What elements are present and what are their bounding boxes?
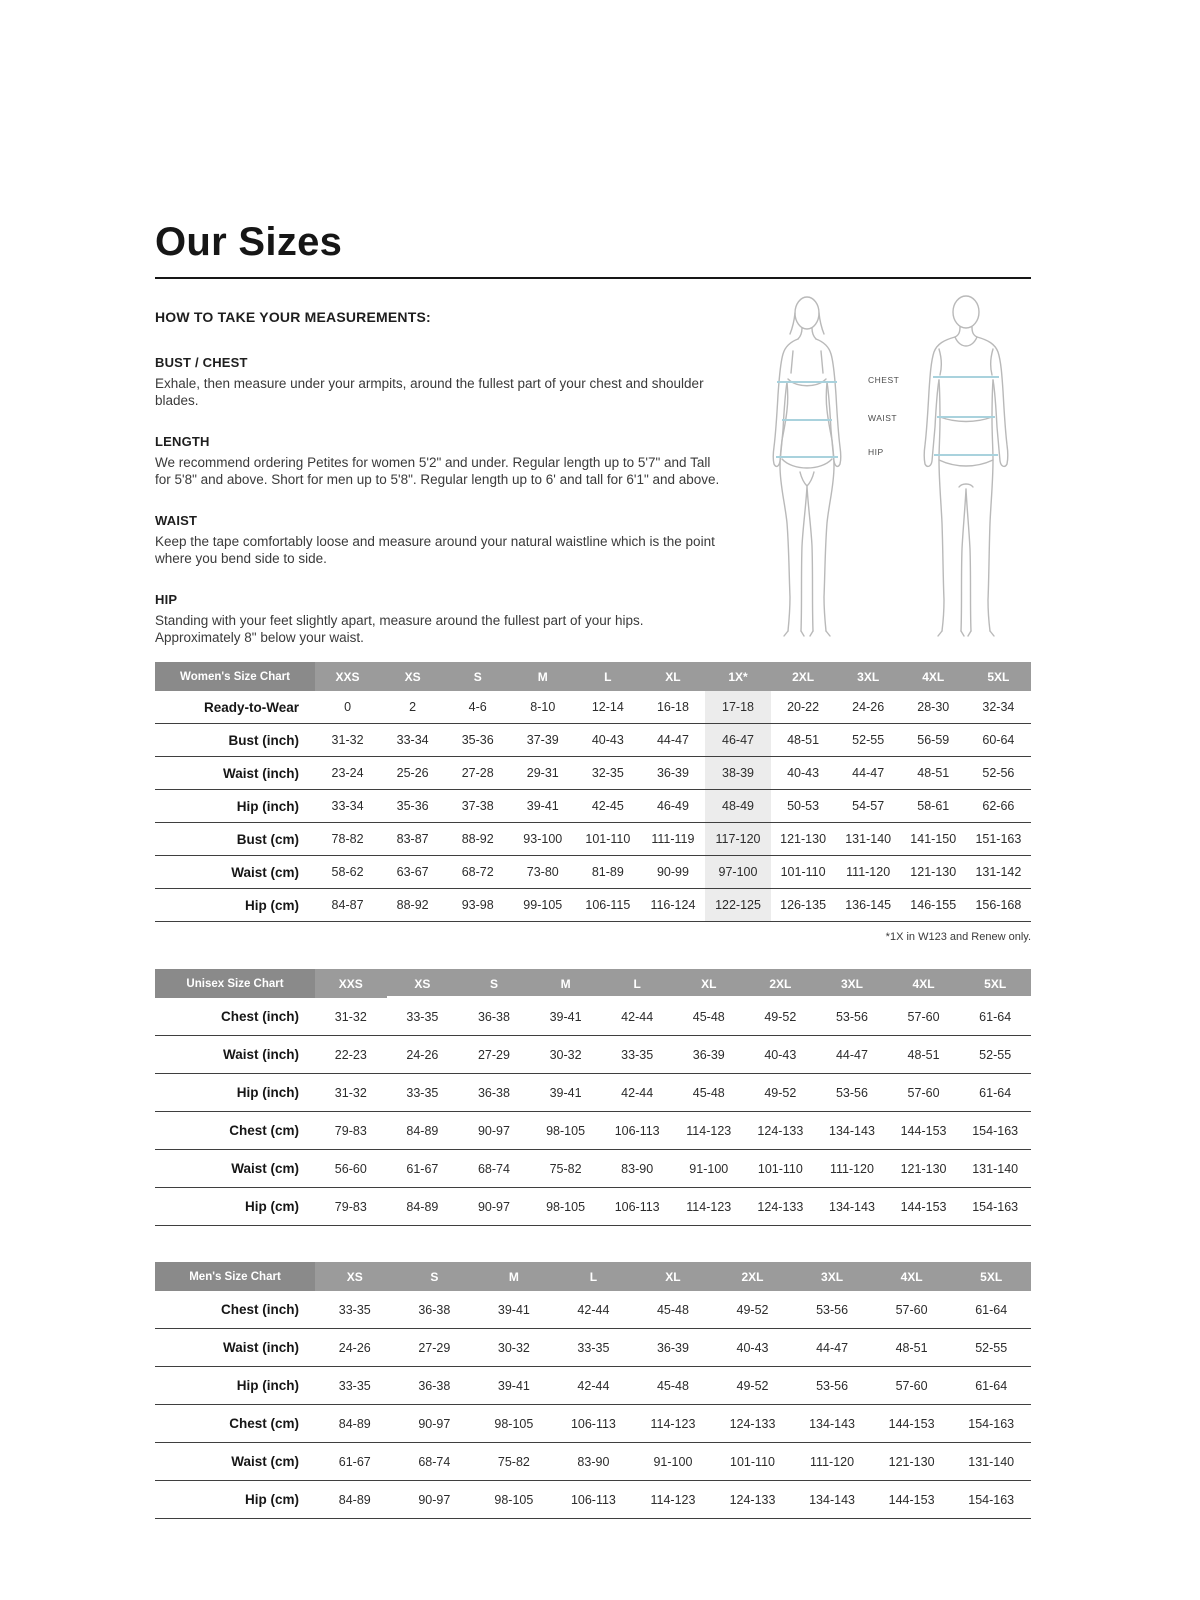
size-cell: 23-24 <box>315 757 380 790</box>
size-cell: 88-92 <box>380 889 445 922</box>
size-cell: 57-60 <box>895 1302 928 1317</box>
size-cell: 36-39 <box>640 757 705 790</box>
size-cell: 111-119 <box>640 823 705 856</box>
row-label: Chest (inch) <box>220 1009 299 1024</box>
size-cell: 22-23 <box>315 1036 387 1074</box>
size-cell: 31-32 <box>334 1009 367 1024</box>
table-row <box>155 1405 1031 1443</box>
size-cell: 42-45 <box>575 790 640 823</box>
size-guide-page <box>155 220 1031 1519</box>
size-cell: 83-90 <box>554 1443 634 1481</box>
size-cell: 151-163 <box>966 823 1031 856</box>
row-label: Hip (cm) <box>155 1188 315 1226</box>
instruction-section-hip <box>155 592 723 646</box>
size-cell: 68-72 <box>445 856 510 889</box>
size-cell: 124-133 <box>745 1112 817 1150</box>
section-text: Exhale, then measure under your armpits, around the fullest part of your chest and shoulder blades. <box>155 376 704 408</box>
size-cell: 79-83 <box>315 1112 387 1150</box>
row-label: Hip (inch) <box>155 790 315 823</box>
size-cell: 98-105 <box>530 1112 602 1150</box>
size-cell: 134-143 <box>792 1481 872 1519</box>
size-cell: 48-51 <box>901 757 966 790</box>
row-label: Bust (cm) <box>155 823 315 856</box>
size-cell: 33-35 <box>338 1302 371 1317</box>
size-cell: 36-39 <box>633 1329 713 1367</box>
size-column-header: 2XL <box>713 1262 793 1291</box>
size-cell: 40-43 <box>713 1329 793 1367</box>
size-column-header: XS <box>315 1262 395 1291</box>
size-cell: 45-48 <box>656 1302 689 1317</box>
size-cell: 27-29 <box>458 1036 530 1074</box>
size-cell: 106-113 <box>554 1481 634 1519</box>
size-cell: 56-59 <box>901 724 966 757</box>
size-column-header: 4XL <box>872 1262 952 1291</box>
size-cell: 83-87 <box>380 823 445 856</box>
size-cell: 61-64 <box>979 1009 1012 1024</box>
size-cell: 114-123 <box>673 1112 745 1150</box>
size-column-header: 3XL <box>836 662 901 691</box>
size-column-header: L <box>575 662 640 691</box>
size-cell: 121-130 <box>901 856 966 889</box>
size-cell: 78-82 <box>315 823 380 856</box>
size-cell: 33-35 <box>601 1036 673 1074</box>
row-label: Ready-to-Wear <box>203 699 299 715</box>
row-label: Hip (inch) <box>155 1074 315 1112</box>
size-cell: 83-90 <box>601 1150 673 1188</box>
table-row <box>155 1291 1031 1329</box>
size-cell: 91-100 <box>673 1150 745 1188</box>
size-cell: 75-82 <box>530 1150 602 1188</box>
size-cell: 36-38 <box>395 1367 475 1405</box>
size-cell: 61-64 <box>951 1367 1031 1405</box>
size-cell: 84-89 <box>387 1188 459 1226</box>
size-cell: 45-48 <box>692 1009 725 1024</box>
table-title: Women's Size Chart <box>155 662 315 691</box>
size-cell: 56-60 <box>315 1150 387 1188</box>
size-cell: 99-105 <box>510 889 575 922</box>
size-cell: 124-133 <box>713 1481 793 1519</box>
size-column-header: XXS <box>315 969 387 998</box>
size-cell: 49-52 <box>713 1367 793 1405</box>
row-label: Chest (inch) <box>220 1302 299 1317</box>
size-cell: 116-124 <box>640 889 705 922</box>
size-column-header: XL <box>673 969 745 998</box>
table-row <box>155 856 1031 889</box>
size-cell: 131-140 <box>951 1443 1031 1481</box>
size-column-header: S <box>395 1262 475 1291</box>
size-cell: 84-87 <box>315 889 380 922</box>
table-row <box>155 1443 1031 1481</box>
size-cell: 134-143 <box>816 1112 888 1150</box>
size-cell: 90-97 <box>458 1112 530 1150</box>
size-cell: 144-153 <box>872 1481 952 1519</box>
size-cell: 61-64 <box>975 1302 1008 1317</box>
size-cell: 36-38 <box>418 1302 451 1317</box>
size-cell: 98-105 <box>474 1481 554 1519</box>
size-column-header: 1X* <box>705 662 770 691</box>
size-cell: 81-89 <box>575 856 640 889</box>
size-cell: 36-38 <box>458 1074 530 1112</box>
size-cell: 58-62 <box>315 856 380 889</box>
size-cell: 33-35 <box>315 1367 395 1405</box>
size-cell: 131-142 <box>966 856 1031 889</box>
table-row <box>155 724 1031 757</box>
size-cell: 27-29 <box>395 1329 475 1367</box>
size-cell: 57-60 <box>888 1074 960 1112</box>
size-cell: 24-26 <box>852 700 885 714</box>
womens-chart-footnote: *1X in W123 and Renew only. <box>885 931 1031 943</box>
size-column-header: 4XL <box>901 662 966 691</box>
size-cell: 0 <box>344 700 352 714</box>
page-title: Our Sizes <box>155 220 343 264</box>
row-label: Waist (cm) <box>155 856 315 889</box>
table-row <box>155 889 1031 922</box>
size-cell: 61-64 <box>959 1074 1031 1112</box>
size-cell: 121-130 <box>872 1443 952 1481</box>
size-cell: 61-67 <box>387 1150 459 1188</box>
size-table <box>155 969 1031 1226</box>
size-cell: 40-43 <box>771 757 836 790</box>
size-cell: 42-44 <box>554 1367 634 1405</box>
section-label: BUST / CHEST <box>155 355 248 370</box>
size-cell: 154-163 <box>951 1405 1031 1443</box>
waist-measure-label: WAIST <box>868 413 898 423</box>
size-cell: 4-6 <box>468 700 487 714</box>
size-column-header: 3XL <box>816 969 888 998</box>
size-cell: 2 <box>409 700 417 714</box>
size-column-header: L <box>554 1262 634 1291</box>
size-cell: 38-39 <box>705 757 770 790</box>
size-cell: 114-123 <box>633 1405 713 1443</box>
size-cell: 134-143 <box>792 1405 872 1443</box>
size-cell: 32-34 <box>982 700 1015 714</box>
size-cell: 27-28 <box>445 757 510 790</box>
size-cell: 53-56 <box>816 1074 888 1112</box>
size-cell: 46-49 <box>640 790 705 823</box>
size-cell: 79-83 <box>315 1188 387 1226</box>
size-cell: 126-135 <box>771 889 836 922</box>
size-column-header: 2XL <box>771 662 836 691</box>
size-cell: 124-133 <box>713 1405 793 1443</box>
size-cell: 35-36 <box>380 790 445 823</box>
size-column-header: S <box>458 969 530 998</box>
size-cell: 114-123 <box>673 1188 745 1226</box>
hip-measure-label: HIP <box>868 447 884 457</box>
size-cell: 32-35 <box>575 757 640 790</box>
table-row <box>155 1367 1031 1405</box>
size-cell: 68-74 <box>458 1150 530 1188</box>
size-cell: 121-130 <box>771 823 836 856</box>
size-cell: 90-97 <box>395 1405 475 1443</box>
chest-measure-label: CHEST <box>868 375 900 385</box>
size-table <box>155 1262 1031 1519</box>
size-cell: 111-120 <box>836 856 901 889</box>
instruction-section-bust-chest <box>155 355 723 409</box>
size-cell: 20-22 <box>787 700 820 714</box>
size-cell: 17-18 <box>705 691 770 724</box>
instruction-section-waist <box>155 513 723 567</box>
size-cell: 46-47 <box>705 724 770 757</box>
size-cell: 31-32 <box>315 724 380 757</box>
size-cell: 141-150 <box>901 823 966 856</box>
table-row <box>155 1112 1031 1150</box>
size-column-header: XS <box>380 662 445 691</box>
size-cell: 25-26 <box>380 757 445 790</box>
size-cell: 33-35 <box>387 1074 459 1112</box>
size-cell: 45-48 <box>673 1074 745 1112</box>
size-cell: 33-35 <box>406 1009 439 1024</box>
size-cell: 90-99 <box>640 856 705 889</box>
size-cell: 98-105 <box>474 1405 554 1443</box>
row-label: Waist (inch) <box>155 1036 315 1074</box>
size-cell: 52-55 <box>959 1036 1031 1074</box>
size-cell: 144-153 <box>888 1112 960 1150</box>
table-row <box>155 757 1031 790</box>
size-cell: 44-47 <box>640 724 705 757</box>
size-cell: 24-26 <box>315 1329 395 1367</box>
woman-figure-illustration <box>757 289 857 641</box>
table-row <box>155 790 1031 823</box>
size-column-header: M <box>510 662 575 691</box>
table-row <box>155 1150 1031 1188</box>
size-cell: 44-47 <box>816 1036 888 1074</box>
size-cell: 58-61 <box>901 790 966 823</box>
size-cell: 93-98 <box>445 889 510 922</box>
row-label: Bust (inch) <box>155 724 315 757</box>
size-cell: 73-80 <box>510 856 575 889</box>
size-cell: 39-41 <box>497 1302 530 1317</box>
size-cell: 48-51 <box>872 1329 952 1367</box>
size-column-header: S <box>445 662 510 691</box>
row-label: Waist (inch) <box>155 1329 315 1367</box>
section-label: HIP <box>155 592 178 607</box>
size-cell: 121-130 <box>888 1150 960 1188</box>
row-label: Chest (cm) <box>155 1405 315 1443</box>
size-cell: 53-56 <box>816 1302 849 1317</box>
instructions-heading: HOW TO TAKE YOUR MEASUREMENTS: <box>155 309 431 325</box>
size-cell: 156-168 <box>966 889 1031 922</box>
size-cell: 37-38 <box>445 790 510 823</box>
table-title: Men's Size Chart <box>155 1262 315 1291</box>
size-cell: 52-56 <box>966 757 1031 790</box>
size-cell: 57-60 <box>872 1367 952 1405</box>
table-row <box>155 1329 1031 1367</box>
size-table <box>155 662 1031 922</box>
size-cell: 49-52 <box>764 1009 797 1024</box>
size-cell: 28-30 <box>917 700 950 714</box>
measurement-instructions <box>155 309 723 646</box>
size-cell: 131-140 <box>959 1150 1031 1188</box>
size-cell: 42-44 <box>577 1302 610 1317</box>
size-cell: 98-105 <box>530 1188 602 1226</box>
size-cell: 36-39 <box>673 1036 745 1074</box>
size-cell: 54-57 <box>836 790 901 823</box>
row-label: Waist (cm) <box>155 1150 315 1188</box>
table-row <box>155 823 1031 856</box>
man-figure-illustration <box>904 289 1029 641</box>
size-cell: 39-41 <box>530 1074 602 1112</box>
size-cell: 101-110 <box>575 823 640 856</box>
intro-section <box>155 309 1031 646</box>
row-label: Waist (cm) <box>155 1443 315 1481</box>
size-cell: 36-38 <box>477 1009 510 1024</box>
size-cell: 131-140 <box>836 823 901 856</box>
size-cell: 40-43 <box>745 1036 817 1074</box>
size-cell: 31-32 <box>315 1074 387 1112</box>
table-row <box>155 1036 1031 1074</box>
size-cell: 57-60 <box>907 1009 940 1024</box>
section-text: We recommend ordering Petites for women 5'2" and under. Regular length up to 5'7" and Tall for 5'8" and above. Short for men up to 5'8". Regular length up to 6' and tall for 6'1" and above. <box>155 455 720 487</box>
size-cell: 63-67 <box>380 856 445 889</box>
size-cell: 42-44 <box>621 1009 654 1024</box>
size-cell: 48-49 <box>705 790 770 823</box>
body-measurement-figures <box>723 289 1031 641</box>
size-column-header: 5XL <box>966 662 1031 691</box>
size-cell: 136-145 <box>836 889 901 922</box>
size-cell: 37-39 <box>510 724 575 757</box>
section-label: WAIST <box>155 513 198 528</box>
row-label: Hip (cm) <box>155 889 315 922</box>
size-cell: 144-153 <box>872 1405 952 1443</box>
size-cell: 101-110 <box>713 1443 793 1481</box>
size-cell: 106-113 <box>554 1405 634 1443</box>
title-divider <box>155 277 1031 279</box>
size-cell: 106-113 <box>601 1112 673 1150</box>
size-cell: 60-64 <box>966 724 1031 757</box>
row-label: Hip (cm) <box>155 1481 315 1519</box>
size-cell: 49-52 <box>736 1302 769 1317</box>
size-column-header: XXS <box>315 662 380 691</box>
size-cell: 84-89 <box>387 1112 459 1150</box>
size-cell: 44-47 <box>836 757 901 790</box>
size-cell: 122-125 <box>705 889 770 922</box>
size-cell: 84-89 <box>315 1405 395 1443</box>
size-column-header: 4XL <box>888 969 960 998</box>
table-row <box>155 998 1031 1036</box>
size-cell: 53-56 <box>792 1367 872 1405</box>
size-column-header: 2XL <box>745 969 817 998</box>
size-cell: 12-14 <box>591 700 624 714</box>
size-cell: 124-133 <box>745 1188 817 1226</box>
size-cell: 90-97 <box>458 1188 530 1226</box>
size-cell: 117-120 <box>705 823 770 856</box>
size-cell: 62-66 <box>966 790 1031 823</box>
section-text: Standing with your feet slightly apart, measure around the fullest part of your hips. Approximately 8" below your waist. <box>155 613 644 645</box>
size-column-header: L <box>601 969 673 998</box>
size-cell: 39-41 <box>474 1367 554 1405</box>
size-cell: 90-97 <box>395 1481 475 1519</box>
size-cell: 39-41 <box>549 1009 582 1024</box>
size-cell: 106-113 <box>601 1188 673 1226</box>
table-row <box>155 691 1031 724</box>
size-cell: 52-55 <box>836 724 901 757</box>
size-cell: 40-43 <box>575 724 640 757</box>
size-cell: 45-48 <box>633 1367 713 1405</box>
size-cell: 154-163 <box>959 1112 1031 1150</box>
instruction-section-length <box>155 434 723 488</box>
size-cell: 30-32 <box>530 1036 602 1074</box>
table-title: Unisex Size Chart <box>155 969 315 998</box>
size-cell: 48-51 <box>771 724 836 757</box>
size-cell: 101-110 <box>771 856 836 889</box>
size-column-header: 5XL <box>959 969 1031 998</box>
unisex-size-chart-table <box>155 969 1031 1226</box>
size-cell: 48-51 <box>888 1036 960 1074</box>
size-cell: 49-52 <box>745 1074 817 1112</box>
size-cell: 88-92 <box>445 823 510 856</box>
size-cell: 114-123 <box>633 1481 713 1519</box>
size-cell: 111-120 <box>816 1150 888 1188</box>
size-cell: 91-100 <box>633 1443 713 1481</box>
size-cell: 8-10 <box>530 700 556 714</box>
size-cell: 93-100 <box>510 823 575 856</box>
size-cell: 39-41 <box>510 790 575 823</box>
size-column-header: XL <box>633 1262 713 1291</box>
size-cell: 29-31 <box>510 757 575 790</box>
size-cell: 134-143 <box>816 1188 888 1226</box>
size-cell: 33-34 <box>315 790 380 823</box>
size-cell: 111-120 <box>792 1443 872 1481</box>
size-cell: 44-47 <box>792 1329 872 1367</box>
table-row <box>155 1074 1031 1112</box>
size-cell: 33-34 <box>380 724 445 757</box>
size-column-header: 5XL <box>951 1262 1031 1291</box>
size-cell: 30-32 <box>474 1329 554 1367</box>
size-column-header: XS <box>387 969 459 998</box>
womens-size-chart-table <box>155 662 1031 922</box>
size-cell: 53-56 <box>835 1009 868 1024</box>
size-column-header: M <box>474 1262 554 1291</box>
size-column-header: M <box>530 969 602 998</box>
size-cell: 144-153 <box>888 1188 960 1226</box>
size-cell: 24-26 <box>387 1036 459 1074</box>
size-cell: 154-163 <box>951 1481 1031 1519</box>
size-cell: 52-55 <box>951 1329 1031 1367</box>
size-cell: 35-36 <box>445 724 510 757</box>
size-cell: 84-89 <box>315 1481 395 1519</box>
mens-size-chart-table <box>155 1262 1031 1519</box>
row-label: Waist (inch) <box>155 757 315 790</box>
size-cell: 50-53 <box>771 790 836 823</box>
size-cell: 146-155 <box>901 889 966 922</box>
table-row <box>155 1481 1031 1519</box>
size-cell: 154-163 <box>959 1188 1031 1226</box>
row-label: Chest (cm) <box>155 1112 315 1150</box>
section-text: Keep the tape comfortably loose and measure around your natural waistline which is the point where you bend side to side. <box>155 534 715 566</box>
table-row <box>155 1188 1031 1226</box>
size-cell: 106-115 <box>575 889 640 922</box>
size-cell: 75-82 <box>474 1443 554 1481</box>
size-cell: 33-35 <box>554 1329 634 1367</box>
size-cell: 61-67 <box>315 1443 395 1481</box>
size-cell: 68-74 <box>395 1443 475 1481</box>
row-label: Hip (inch) <box>155 1367 315 1405</box>
section-label: LENGTH <box>155 434 210 449</box>
size-cell: 16-18 <box>656 700 689 714</box>
size-cell: 42-44 <box>601 1074 673 1112</box>
size-cell: 97-100 <box>705 856 770 889</box>
size-column-header: 3XL <box>792 1262 872 1291</box>
size-column-header: XL <box>640 662 705 691</box>
size-cell: 101-110 <box>745 1150 817 1188</box>
